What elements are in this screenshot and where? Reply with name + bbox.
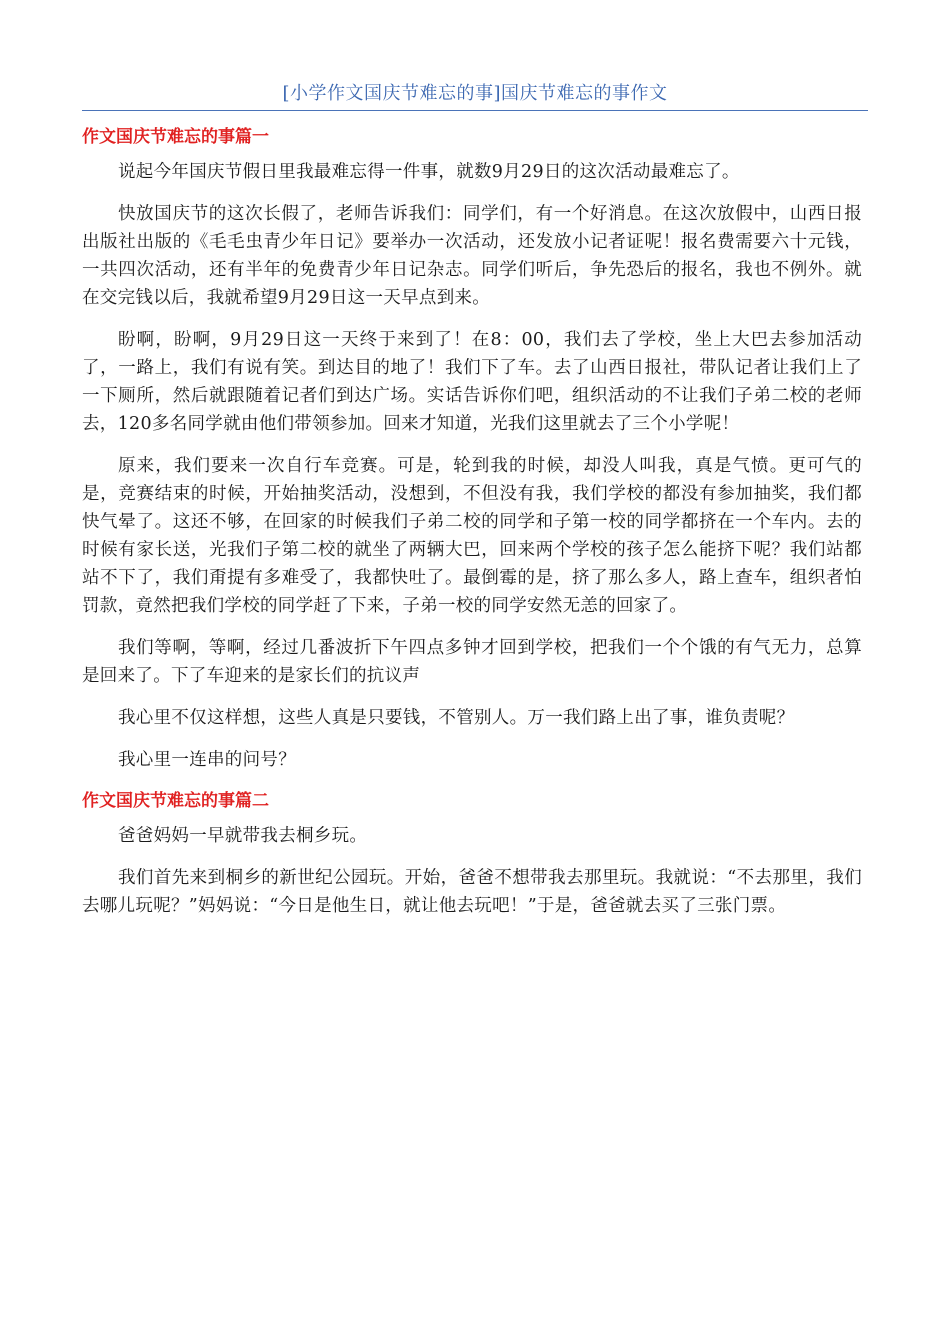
paragraph: 快放国庆节的这次长假了，老师告诉我们：同学们，有一个好消息。在这次放假中，山西日报出版社出版的《毛毛虫青少年日记》要举办一次活动，还发放小记者证呢！报名费需要六十元钱，一共四次活动，还有半年的免费青少年日记杂志。同学们听后，争先恐后的报名，我也不例外。就在交完钱以后，我就希望9月29日这一天早点到来。 [82,204,862,308]
paragraph: 说起今年国庆节假日里我最难忘得一件事，就数9月29日的这次活动最难忘了。 [118,162,740,182]
section-heading-2: 作文国庆节难忘的事篇二 [82,791,269,811]
paragraph: 我们等啊，等啊，经过几番波折下午四点多钟才回到学校，把我们一个个饿的有气无力，总算是回来了。下了车迎来的是家长们的抗议声 [82,638,862,686]
paragraph: 我心里不仅这样想，这些人真是只要钱，不管别人。万一我们路上出了事，谁负责呢？ [118,708,795,728]
section-heading-1: 作文国庆节难忘的事篇一 [82,127,269,147]
document-body [82,124,862,920]
document-title: [小学作文国庆节难忘的事]国庆节难忘的事作文 [282,83,668,104]
paragraph: 原来，我们要来一次自行车竞赛。可是，轮到我的时候，却没人叫我，真是气愤。更可气的是，竞赛结束的时候，开始抽奖活动，没想到，不但没有我，我们学校的都没有参加抽奖，我们都快气晕了。这还不够，在回家的时候我们子弟二校的同学和子第一校的同学都挤在一个车内。去的时候有家长送，光我们子第二校的就坐了两辆大巴，回来两个学校的孩子怎么能挤下呢？我们站都站不下了，我们甭提有多难受了，我都快吐了。最倒霉的是，挤了那么多人，路上查车，组织者怕罚款，竟然把我们学校的同学赶了下来，子弟一校的同学安然无恙的回家了。 [82,456,862,616]
paragraph: 我们首先来到桐乡的新世纪公园玩。开始，爸爸不想带我去那里玩。我就说：“不去那里，我们去哪儿玩呢？”妈妈说：“今日是他生日，就让他去玩吧！”于是，爸爸就去买了三张门票。 [82,868,862,916]
paragraph: 盼啊，盼啊，9月29日这一天终于来到了！在8：00，我们去了学校，坐上大巴去参加活动了，一路上，我们有说有笑。到达目的地了！我们下了车。去了山西日报社，带队记者让我们上了一下厕所，然后就跟随着记者们到达广场。实话告诉你们吧，组织活动的不让我们子弟二校的老师去，120多名同学就由他们带领参加。回来才知道，光我们这里就去了三个小学呢！ [82,330,862,434]
page-header [82,80,868,111]
paragraph: 爸爸妈妈一早就带我去桐乡玩。 [118,826,368,846]
paragraph: 我心里一连串的问号？ [118,750,296,770]
